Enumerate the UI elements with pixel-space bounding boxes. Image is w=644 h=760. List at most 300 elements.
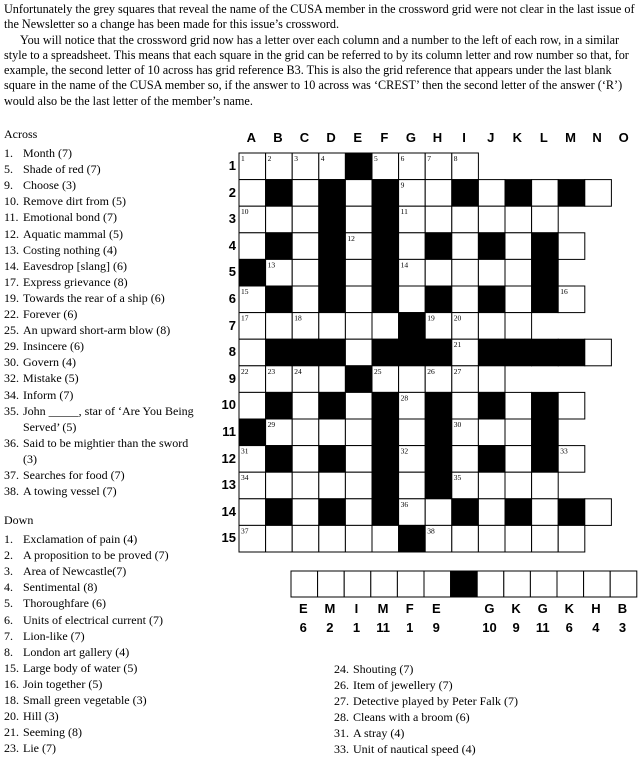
clue-item <box>4 322 200 338</box>
clue-text: An upward short-arm blow (8) <box>23 323 171 338</box>
clue-number: 38. <box>4 484 19 499</box>
grid-cell[interactable] <box>319 313 346 340</box>
clue-text: Express grievance (8) <box>23 274 128 289</box>
answer-row-number: 1 <box>352 620 361 635</box>
grid-cell[interactable] <box>319 419 346 446</box>
column-letter: N <box>592 130 602 145</box>
row-number: 8 <box>228 344 236 360</box>
clue-item <box>4 724 204 740</box>
column-letter: H <box>432 130 443 145</box>
cell-number: 24 <box>294 366 302 376</box>
grid-cell[interactable] <box>505 525 532 552</box>
grid-cell[interactable] <box>585 499 612 526</box>
across-heading: Across <box>4 127 38 141</box>
grid-cell[interactable] <box>452 286 479 313</box>
grid-block <box>266 392 293 419</box>
grid-cell[interactable] <box>292 419 319 446</box>
answer-cell[interactable] <box>610 571 637 597</box>
cell-number: 13 <box>267 260 276 270</box>
cell-number: 26 <box>427 366 435 376</box>
grid-cell[interactable] <box>532 206 559 233</box>
clue-number: 17. <box>4 274 19 289</box>
grid-cell[interactable] <box>558 233 585 260</box>
grid-cell[interactable] <box>319 525 346 552</box>
grid-cell[interactable] <box>425 499 452 526</box>
clue-text: Lion-like (7) <box>23 628 85 643</box>
clue-text: John _____, star of ‘Are You Being Served’ (5) <box>23 403 194 434</box>
clue-text: Mistake (5) <box>23 371 79 386</box>
grid-block <box>558 499 585 526</box>
grid-cell[interactable] <box>372 313 399 340</box>
column-letter: B <box>273 130 283 145</box>
clue-item <box>4 145 200 161</box>
grid-block <box>266 286 293 313</box>
grid-cell[interactable] <box>345 206 372 233</box>
grid-cell[interactable] <box>345 446 372 473</box>
grid-cell[interactable] <box>478 525 505 552</box>
clue-number: 12. <box>4 226 19 241</box>
grid-cell[interactable] <box>452 206 479 233</box>
grid-cell[interactable] <box>505 233 532 260</box>
clue-number: 1. <box>4 532 13 547</box>
clue-item <box>4 740 204 756</box>
answer-cell[interactable] <box>477 571 504 597</box>
grid-cell[interactable] <box>585 339 612 366</box>
clue-text: Small green vegetable (3) <box>23 693 147 708</box>
grid-cell[interactable] <box>399 233 426 260</box>
cell-number: 33 <box>560 446 568 456</box>
member-name-answer-row[interactable] <box>290 570 640 598</box>
grid-block <box>319 339 346 366</box>
answer-column-letter: K <box>564 601 574 616</box>
column-letter: D <box>326 130 336 145</box>
answer-column-letter: B <box>617 601 628 616</box>
cell-number: 20 <box>453 313 462 323</box>
grid-cell[interactable] <box>478 259 505 286</box>
clue-text: Hill (3) <box>23 709 59 724</box>
grid-cell[interactable] <box>585 180 612 207</box>
answer-row-number: 10 <box>482 620 497 635</box>
clue-number: 19. <box>4 290 19 305</box>
grid-cell[interactable] <box>345 419 372 446</box>
answer-cell[interactable] <box>371 571 398 597</box>
grid-cell[interactable] <box>292 233 319 260</box>
clue-number: 25. <box>4 323 19 338</box>
grid-block <box>266 180 293 207</box>
grid-cell[interactable] <box>345 180 372 207</box>
cell-number: 6 <box>400 154 405 163</box>
clue-item <box>4 467 200 483</box>
cell-number: 19 <box>427 313 435 323</box>
clue-number: 35. <box>4 403 19 418</box>
grid-cell[interactable] <box>452 525 479 552</box>
answer-row-numbers <box>290 620 636 636</box>
grid-cell[interactable] <box>478 419 505 446</box>
answer-column-letter: M <box>324 601 336 616</box>
clue-item <box>4 660 204 676</box>
crossword-grid[interactable] <box>238 152 640 554</box>
grid-cell[interactable] <box>239 180 266 207</box>
clue-text: Towards the rear of a ship (6) <box>23 290 165 305</box>
row-number: 6 <box>228 291 236 306</box>
clue-item <box>4 338 200 354</box>
cell-number: 11 <box>400 207 408 217</box>
clue-item <box>4 258 200 274</box>
grid-block <box>425 286 452 313</box>
cell-number: 17 <box>241 313 249 323</box>
clue-item <box>4 692 204 708</box>
grid-cell[interactable] <box>239 339 266 366</box>
answer-cell[interactable] <box>344 571 371 597</box>
grid-cell[interactable] <box>532 499 559 526</box>
grid-block <box>372 180 399 207</box>
clue-item <box>334 661 634 677</box>
answer-column-letter: G <box>484 601 495 616</box>
grid-cell[interactable] <box>532 180 559 207</box>
grid-cell[interactable] <box>266 525 293 552</box>
answer-row-number: 9 <box>432 620 440 635</box>
grid-cell[interactable] <box>399 472 426 499</box>
grid-cell[interactable] <box>266 472 293 499</box>
grid-cell[interactable] <box>292 446 319 473</box>
clue-item <box>4 435 200 467</box>
answer-column-letters <box>290 601 636 617</box>
column-letter: E <box>353 130 363 145</box>
grid-cell[interactable] <box>399 286 426 313</box>
clue-number: 9. <box>4 178 13 193</box>
cell-number: 29 <box>267 420 276 429</box>
grid-cell[interactable] <box>425 206 452 233</box>
clue-text: Units of electrical current (7) <box>23 612 163 627</box>
clue-number: 22. <box>4 307 19 322</box>
grid-cell[interactable] <box>345 525 372 552</box>
grid-cell[interactable] <box>478 366 505 393</box>
clue-text: Inform (7) <box>23 387 74 402</box>
grid-cell[interactable] <box>319 472 346 499</box>
grid-cell[interactable] <box>292 525 319 552</box>
clue-number: 36. <box>4 435 19 450</box>
clue-item <box>4 161 200 177</box>
cell-number: 22 <box>241 366 249 376</box>
cell-number: 28 <box>400 393 409 403</box>
clue-item <box>4 595 204 611</box>
clue-item <box>4 531 204 547</box>
grid-cell[interactable] <box>239 233 266 260</box>
grid-cell[interactable] <box>478 313 505 340</box>
grid-cell[interactable] <box>505 472 532 499</box>
clue-item <box>334 693 634 709</box>
grid-block <box>372 339 399 366</box>
cell-number: 16 <box>560 287 568 296</box>
grid-block <box>399 339 426 366</box>
clue-item <box>4 644 204 660</box>
grid-cell[interactable] <box>425 259 452 286</box>
grid-block <box>452 499 479 526</box>
clue-text: Lie (7) <box>23 741 56 756</box>
grid-cell[interactable] <box>345 499 372 526</box>
column-letter: G <box>405 130 416 145</box>
grid-block <box>478 446 505 473</box>
answer-row-number: 1 <box>406 620 414 635</box>
grid-block <box>372 472 399 499</box>
clue-number: 20. <box>4 709 19 724</box>
grid-block <box>266 446 293 473</box>
grid-block <box>399 313 426 340</box>
clue-text: Insincere (6) <box>23 339 84 354</box>
clue-item <box>4 290 200 306</box>
clue-text: Sentimental (8) <box>23 580 98 595</box>
grid-block <box>425 472 452 499</box>
clue-text: Costing nothing (4) <box>23 242 118 257</box>
clue-text: Remove dirt from (5) <box>23 194 126 209</box>
grid-cell[interactable] <box>478 499 505 526</box>
answer-row-number: 3 <box>618 620 627 635</box>
answer-separator <box>451 571 478 597</box>
grid-block <box>558 180 585 207</box>
column-letter: C <box>299 130 310 145</box>
clue-number: 15. <box>4 660 19 675</box>
grid-block <box>425 339 452 366</box>
clue-text: Thoroughfare (6) <box>23 596 106 611</box>
grid-cell[interactable] <box>452 392 479 419</box>
answer-row-number: 2 <box>326 620 334 635</box>
grid-cell[interactable] <box>345 286 372 313</box>
down-clues-continued <box>334 661 634 758</box>
answer-cell[interactable] <box>291 571 318 597</box>
grid-cell[interactable] <box>292 472 319 499</box>
clue-number: 34. <box>4 387 19 402</box>
grid-cell[interactable] <box>292 499 319 526</box>
grid-block <box>425 392 452 419</box>
cell-number: 23 <box>267 366 276 376</box>
answer-cell[interactable] <box>584 571 611 597</box>
grid-block <box>532 286 559 313</box>
grid-cell[interactable] <box>558 392 585 419</box>
grid-block <box>292 339 319 366</box>
grid-cell[interactable] <box>505 286 532 313</box>
clue-text: Shouting (7) <box>353 662 414 676</box>
grid-cell[interactable] <box>345 392 372 419</box>
clue-item <box>4 708 204 724</box>
answer-cell[interactable] <box>504 571 531 597</box>
grid-cell[interactable] <box>505 206 532 233</box>
clue-text: Join together (5) <box>23 676 103 691</box>
grid-cell[interactable] <box>345 472 372 499</box>
clue-text: A proposition to be proved (7) <box>23 548 169 563</box>
answer-row-number: 6 <box>299 620 307 635</box>
grid-cell[interactable] <box>478 206 505 233</box>
grid-cell[interactable] <box>345 259 372 286</box>
down-heading: Down <box>4 513 34 527</box>
grid-block <box>372 446 399 473</box>
clue-number: 7. <box>4 628 13 643</box>
grid-cell[interactable] <box>345 339 372 366</box>
row-number: 4 <box>228 237 236 253</box>
cell-number: 9 <box>400 180 405 190</box>
cell-number: 37 <box>241 526 249 536</box>
grid-block <box>319 180 346 207</box>
clue-item <box>4 354 200 370</box>
cell-number: 10 <box>241 207 249 217</box>
cell-number: 21 <box>453 340 462 350</box>
grid-cell[interactable] <box>239 499 266 526</box>
grid-cell[interactable] <box>399 366 426 393</box>
clue-text: London art gallery (4) <box>23 644 130 659</box>
clue-number: 14. <box>4 258 19 273</box>
grid-cell[interactable] <box>532 525 559 552</box>
grid-cell[interactable] <box>292 259 319 286</box>
down-clue-list <box>4 531 204 756</box>
grid-cell[interactable] <box>266 206 293 233</box>
clue-text: Forever (6) <box>23 307 78 322</box>
grid-cell[interactable] <box>478 180 505 207</box>
grid-cell[interactable] <box>505 313 532 340</box>
grid-block <box>319 286 346 313</box>
grid-cell[interactable] <box>292 180 319 207</box>
across-clue-list <box>4 145 200 499</box>
cell-number: 32 <box>400 446 409 456</box>
grid-cell[interactable] <box>505 446 532 473</box>
grid-block <box>372 499 399 526</box>
row-number: 7 <box>228 317 236 333</box>
grid-block <box>372 286 399 313</box>
cell-number: 18 <box>294 313 302 323</box>
grid-cell[interactable] <box>372 525 399 552</box>
grid-cell[interactable] <box>239 392 266 419</box>
clue-text: Seeming (8) <box>23 725 82 740</box>
clue-text: A towing vessel (7) <box>23 484 117 499</box>
answer-column-letter: E <box>298 601 308 616</box>
grid-cell[interactable] <box>292 392 319 419</box>
clue-number: 37. <box>4 467 19 482</box>
clue-item <box>4 306 200 322</box>
grid-cell[interactable] <box>452 233 479 260</box>
grid-cell[interactable] <box>505 259 532 286</box>
column-letter: I <box>462 130 466 145</box>
row-number: 5 <box>228 264 236 280</box>
clue-number: 11. <box>4 210 19 225</box>
grid-block <box>478 339 505 366</box>
grid-cell[interactable] <box>399 419 426 446</box>
grid-block <box>345 366 372 393</box>
clue-item <box>4 563 204 579</box>
clue-number: 23. <box>4 741 19 756</box>
clue-number: 1. <box>4 146 13 161</box>
grid-block <box>372 419 399 446</box>
clue-number: 16. <box>4 676 19 691</box>
answer-row-number: 11 <box>535 620 550 635</box>
column-letter: J <box>487 130 495 145</box>
clue-text: Eavesdrop [slang] (6) <box>23 258 127 273</box>
answer-cell[interactable] <box>318 571 345 597</box>
clue-number: 32. <box>4 371 19 386</box>
grid-cell[interactable] <box>345 313 372 340</box>
cell-number: 5 <box>374 154 378 163</box>
answer-column-letter: F <box>405 601 414 616</box>
clue-number: 6. <box>4 612 13 627</box>
clue-item <box>334 725 634 741</box>
answer-row-number: 4 <box>592 620 600 635</box>
grid-cell[interactable] <box>266 313 293 340</box>
answer-row-number: 11 <box>376 620 390 635</box>
grid-cell[interactable] <box>425 180 452 207</box>
clue-text: Detective played by Peter Falk (7) <box>353 694 518 709</box>
answer-cell[interactable] <box>397 571 424 597</box>
answer-cell[interactable] <box>424 571 451 597</box>
cell-number: 27 <box>453 366 462 376</box>
row-number: 9 <box>228 370 236 386</box>
clue-number: 24. <box>334 662 349 676</box>
answer-row-number: 6 <box>565 620 573 635</box>
clue-text: Aquatic mammal (5) <box>23 226 123 241</box>
clue-item <box>4 483 200 499</box>
grid-cell[interactable] <box>478 472 505 499</box>
grid-cell[interactable] <box>292 206 319 233</box>
grid-block <box>345 153 372 180</box>
grid-block <box>505 339 532 366</box>
clue-text: Area of Newcastle(7) <box>23 564 127 579</box>
down-clues <box>4 512 204 756</box>
grid-cell[interactable] <box>452 259 479 286</box>
grid-cell[interactable] <box>505 419 532 446</box>
grid-block <box>239 419 266 446</box>
cell-number: 14 <box>400 260 409 270</box>
clue-item <box>4 177 200 193</box>
clue-text: Choose (3) <box>23 178 76 193</box>
clue-text: Exclamation of pain (4) <box>23 532 138 547</box>
grid-block <box>505 180 532 207</box>
clue-number: 5. <box>4 162 13 177</box>
row-number: 13 <box>221 477 236 493</box>
clue-text: Emotional bond (7) <box>23 210 117 225</box>
answer-cell[interactable] <box>557 571 584 597</box>
grid-cell[interactable] <box>532 472 559 499</box>
intro-text <box>4 2 640 109</box>
row-number: 15 <box>221 530 236 546</box>
clue-item <box>4 226 200 242</box>
grid-block <box>266 233 293 260</box>
answer-cell[interactable] <box>530 571 557 597</box>
clue-number: 30. <box>4 355 19 370</box>
grid-cell[interactable] <box>452 446 479 473</box>
grid-block <box>372 206 399 233</box>
answer-row-number: 9 <box>512 620 520 635</box>
grid-cell[interactable] <box>505 392 532 419</box>
grid-block <box>532 419 559 446</box>
clue-item <box>4 370 200 386</box>
clue-item <box>334 709 634 725</box>
grid-cell[interactable] <box>319 366 346 393</box>
column-letter: K <box>512 130 522 145</box>
clue-number: 28. <box>334 710 349 725</box>
clue-text: Govern (4) <box>23 355 76 370</box>
cell-number: 3 <box>294 154 298 163</box>
answer-column-letter: I <box>354 601 359 616</box>
grid-cell[interactable] <box>292 286 319 313</box>
clue-item <box>4 579 204 595</box>
clue-number: 26. <box>334 678 349 693</box>
grid-block <box>319 446 346 473</box>
cell-number: 12 <box>347 233 355 243</box>
clue-number: 21. <box>4 725 19 740</box>
clue-item <box>4 612 204 628</box>
grid-block <box>425 233 452 260</box>
cell-number: 36 <box>400 499 409 509</box>
grid-block <box>505 499 532 526</box>
cell-number: 4 <box>320 154 325 163</box>
clue-item <box>4 193 200 209</box>
grid-cell[interactable] <box>558 525 585 552</box>
